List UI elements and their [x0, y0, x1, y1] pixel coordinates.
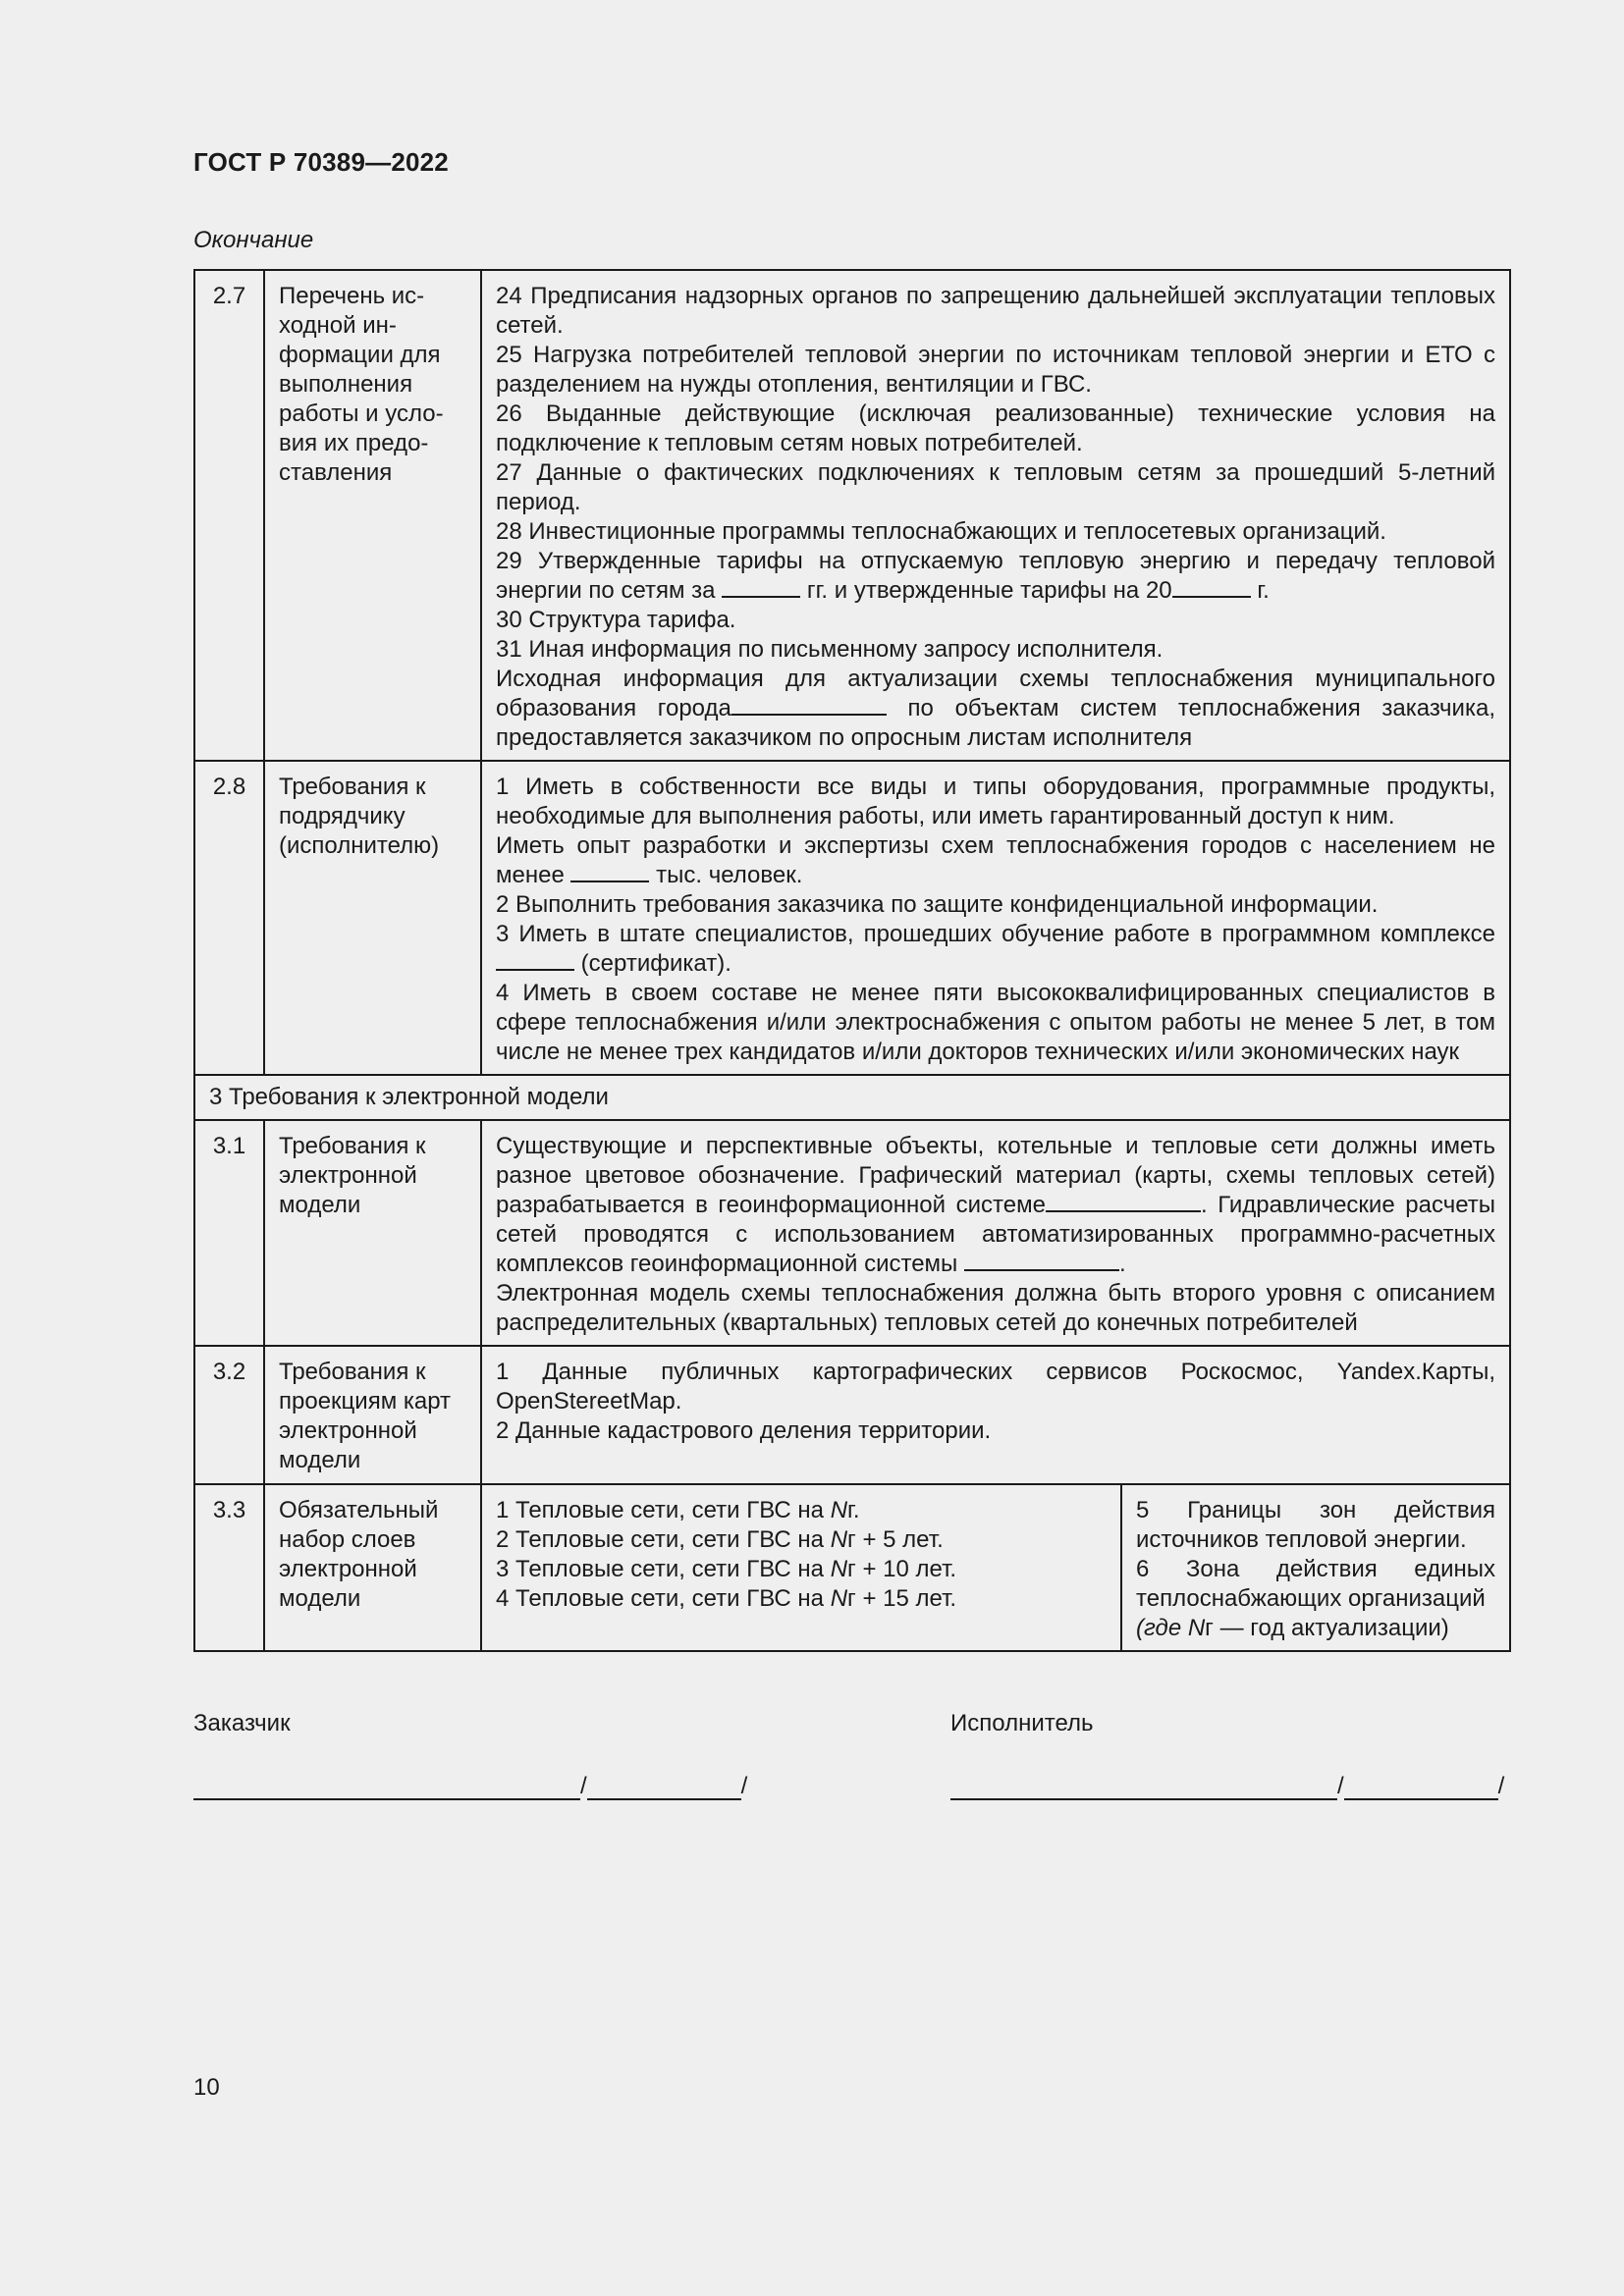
source-text-b: по объектам систем теплоснабжения заказчика, предоставляется заказчиком по опросным листам исполнителя: [496, 695, 1495, 751]
fill-blank: [496, 949, 574, 971]
row-title: Требования к электронной модели: [264, 1120, 481, 1346]
fill-blank: [731, 694, 887, 716]
layers-left-column: [482, 1485, 1121, 1650]
list-item: [496, 1584, 1107, 1614]
item29-text-a: 29 Утвержденные тарифы на отпускаемую тепловую энергию и передачу тепловой энергии по сетям за: [496, 548, 1495, 604]
note-sub: г: [1205, 1615, 1214, 1641]
list-item: 2 Данные кадастрового деления территории.: [496, 1417, 992, 1444]
name-blank: [587, 1773, 741, 1800]
list-item: 6 Зона действия единых теплоснабжающих организаций: [1136, 1556, 1495, 1612]
layer-suffix: + 5 лет.: [855, 1526, 944, 1553]
row-title: [264, 270, 481, 761]
table-row: [194, 761, 1510, 1075]
list-item: 5 Границы зон действия источников тепловой энергии.: [1136, 1497, 1495, 1553]
slash: /: [580, 1773, 587, 1799]
layers-right-column: [1121, 1485, 1509, 1650]
year-sub: г: [847, 1497, 853, 1523]
fill-blank: [570, 861, 649, 882]
list-item: 25 Нагрузка потребителей тепловой энергии по источникам тепловой энергии и ЕТО с разделением на нужды отопления, вентиляции и ГВС.: [496, 342, 1495, 398]
table-row: [194, 1484, 1510, 1651]
model-text-a: Существующие и перспективные объекты, котельные и тепловые сети должны иметь разное цветовое обозначение. Графический материал (карты, схемы тепловых сетей) разрабатывается в геоинформационной системе: [496, 1133, 1495, 1218]
year-var: N: [830, 1497, 848, 1523]
row-content: [481, 1120, 1510, 1346]
row-content: [481, 1346, 1510, 1484]
page-number: 10: [193, 2074, 220, 2101]
table-row: [194, 1120, 1510, 1346]
list-item: [496, 1525, 1107, 1555]
item29-text-b: гг. и утвержденные тарифы на 20: [806, 577, 1172, 604]
fill-blank: [964, 1250, 1119, 1271]
name-blank: [1344, 1773, 1498, 1800]
model-text-c: .: [1118, 1251, 1126, 1277]
fill-blank: [1046, 1191, 1201, 1212]
list-item: 4 Иметь в своем составе не менее пяти высококвалифицированных специалистов в сфере теплоснабжения и/или электроснабжения с опытом работы не менее 5 лет, в том числе не менее трех кандидатов и/или докторов технических и/или экономических наук: [496, 980, 1495, 1065]
signature-blank: [950, 1773, 1337, 1800]
row-number: 2.7: [194, 270, 264, 761]
year-sub: г: [847, 1556, 856, 1582]
customer-signature-line: [193, 1773, 747, 1800]
row-content: [481, 1484, 1510, 1651]
customer-label: Заказчик: [193, 1710, 291, 1736]
document-number: ГОСТ Р 70389—2022: [193, 147, 449, 177]
table-row: [194, 270, 1510, 761]
source-text-a: Исходная информация для актуализации схемы теплоснабжения муниципального образования города: [496, 666, 1495, 721]
fill-blank: [722, 576, 800, 598]
year-var: N: [830, 1526, 848, 1553]
slash: /: [740, 1773, 748, 1799]
list-item: 26 Выданные действующие (исключая реализованные) технические условия на подключение к тепловым сетям новых потребителей.: [496, 400, 1495, 456]
row-title: Требования к подрядчику (исполнителю): [264, 761, 481, 1075]
note-text: — год актуализации): [1213, 1615, 1449, 1641]
list-item: [496, 920, 1495, 979]
layer-text: 3 Тепловые сети, сети ГВС на: [496, 1556, 825, 1582]
requirements-table: [193, 269, 1511, 1652]
list-item: 24 Предписания надзорных органов по запрещению дальнейшей эксплуатации тепловых сетей.: [496, 283, 1495, 339]
list-item: [496, 665, 1495, 753]
contractor-label: Исполнитель: [950, 1710, 1094, 1736]
item29-text-c: г.: [1257, 577, 1270, 604]
table-row: [194, 1346, 1510, 1484]
model-text-b: . Гидравлические расчеты сетей проводятся с использованием автоматизированных программно-расчетных комплексов геоинформационной системы: [496, 1192, 1495, 1277]
layer-text: 4 Тепловые сети, сети ГВС на: [496, 1585, 825, 1612]
row-number: 2.8: [194, 761, 264, 1075]
paragraph: Электронная модель схемы теплоснабжения должна быть второго уровня с описанием распределительных (квартальных) тепловых сетей до конечных потребителей: [496, 1280, 1495, 1336]
slash: /: [1497, 1773, 1505, 1799]
row-content: [481, 761, 1510, 1075]
row-content: [481, 270, 1510, 761]
list-item: 1 Данные публичных картографических сервисов Роскосмос, Yandex.Карты, OpenStereetMap.: [496, 1359, 1495, 1415]
year-sub: г: [847, 1526, 856, 1553]
year-var: N: [830, 1585, 848, 1612]
year-var: N: [830, 1556, 848, 1582]
list-item: 31 Иная информация по письменному запросу исполнителя.: [496, 636, 1164, 663]
list-item: [496, 1496, 1107, 1525]
list-item: 27 Данные о фактических подключениях к тепловым сетям за прошедший 5-летний период.: [496, 459, 1495, 515]
slash: /: [1337, 1773, 1344, 1799]
section-heading: 3 Требования к электронной модели: [194, 1075, 1510, 1120]
fill-blank: [1172, 576, 1251, 598]
staff-text-a: 3 Иметь в штате специалистов, прошедших обучение работе в программном комплексе: [496, 921, 1495, 947]
section-row: [194, 1075, 1510, 1120]
list-item: 2 Выполнить требования заказчика по защите конфиденциальной информации.: [496, 891, 1379, 918]
list-item: [496, 831, 1495, 890]
paragraph: [496, 1132, 1495, 1279]
layer-text: 2 Тепловые сети, сети ГВС на: [496, 1526, 825, 1553]
row-title: Обязательный набор слоев электронной модели: [264, 1484, 481, 1651]
note: [1136, 1614, 1495, 1643]
row-number: 3.2: [194, 1346, 264, 1484]
row-number: 3.1: [194, 1120, 264, 1346]
row-title-text: Перечень ис-ходной ин-формации для выполнения работы и усло-вия их предо-ставления: [279, 283, 444, 486]
signature-blank: [193, 1773, 580, 1800]
layer-text: 1 Тепловые сети, сети ГВС на: [496, 1497, 825, 1523]
continuation-label: Окончание: [193, 227, 314, 253]
list-item: [496, 547, 1495, 606]
staff-text-b: (сертификат).: [580, 950, 731, 977]
row-title: Требования к проекциям карт электронной модели: [264, 1346, 481, 1484]
layer-suffix: + 15 лет.: [855, 1585, 957, 1612]
experience-text-a: Иметь опыт разработки и экспертизы схем теплоснабжения городов с населением не менее: [496, 832, 1495, 888]
layer-suffix: .: [852, 1497, 860, 1523]
note-italic: (где N: [1136, 1615, 1206, 1641]
list-item: [496, 1555, 1107, 1584]
list-item: 28 Инвестиционные программы теплоснабжающих и теплосетевых организаций.: [496, 518, 1386, 545]
list-item: 30 Структура тарифа.: [496, 607, 736, 633]
list-item: 1 Иметь в собственности все виды и типы оборудования, программные продукты, необходимые для выполнения работы, или иметь гарантированный доступ к ним.: [496, 774, 1495, 829]
layer-suffix: + 10 лет.: [855, 1556, 957, 1582]
layers-split: [482, 1485, 1509, 1650]
row-number: 3.3: [194, 1484, 264, 1651]
year-sub: г: [847, 1585, 856, 1612]
contractor-signature-line: [950, 1773, 1504, 1800]
experience-text-b: тыс. человек.: [656, 862, 803, 888]
